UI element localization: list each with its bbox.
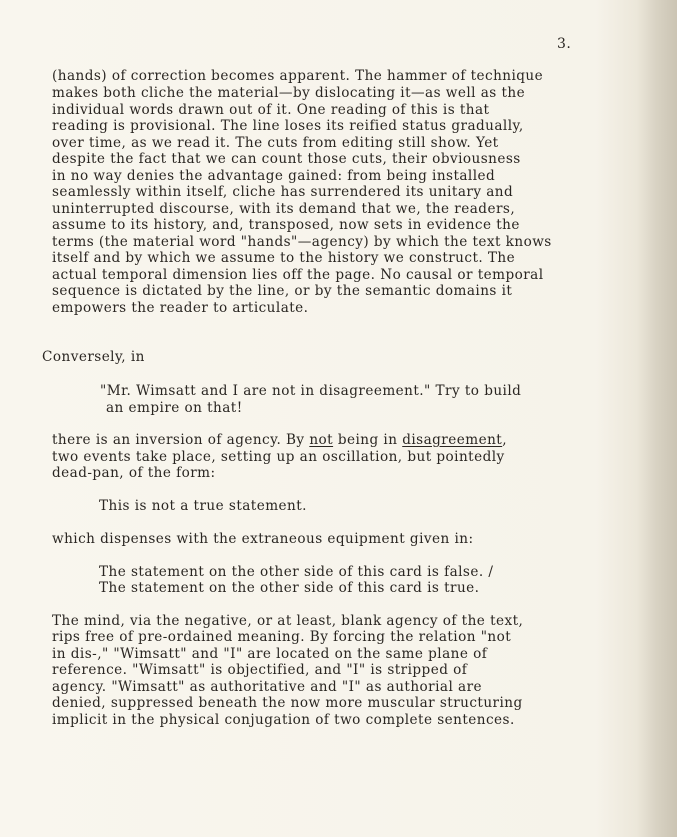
- paragraph-line: The mind, via the negative, or at least, blank agency of the text,: [52, 613, 524, 629]
- text-run: ,: [502, 432, 507, 448]
- underlined-word: not: [309, 432, 334, 448]
- statement-line: This is not a true statement.: [99, 498, 307, 514]
- text-run: being in: [333, 432, 403, 448]
- conversely-line: Conversely, in: [42, 349, 145, 365]
- paragraph-line: seamlessly within itself, cliche has surrendered its unitary and: [52, 184, 514, 200]
- paragraph-line: denied, suppressed beneath the now more muscular structuring: [52, 695, 523, 711]
- text-run: there is an inversion of agency. By: [52, 432, 310, 448]
- paragraph-line: assume to its history, and, transposed, now sets in evidence the: [52, 217, 520, 233]
- card-line: The statement on the other side of this card is true.: [99, 580, 480, 596]
- paragraph-line: over time, as we read it. The cuts from editing still show. Yet: [52, 135, 499, 151]
- paragraph-line: uninterrupted discourse, with its demand that we, the readers,: [52, 201, 516, 217]
- paragraph-line: in dis-," "Wimsatt" and "I" are located on the same plane of: [52, 646, 488, 662]
- paragraph-line: reference. "Wimsatt" is objectified, and "I" is stripped of: [52, 662, 468, 678]
- paragraph-line: sequence is dictated by the line, or by the semantic domains it: [52, 283, 513, 299]
- paragraph-line: reading is provisional. The line loses its reified status gradually,: [52, 118, 524, 134]
- page-number: 3.: [557, 36, 572, 52]
- quote-line: "Mr. Wimsatt and I are not in disagreement." Try to build: [100, 383, 522, 399]
- paragraph-line: implicit in the physical conjugation of two complete sentences.: [52, 712, 515, 728]
- dispenses-line: which dispenses with the extraneous equipment given in:: [52, 531, 474, 547]
- paragraph-line: two events take place, setting up an oscillation, but pointedly: [52, 449, 505, 465]
- paragraph-line: despite the fact that we can count those cuts, their obviousness: [52, 151, 521, 167]
- paragraph-line: individual words drawn out of it. One reading of this is that: [52, 102, 490, 118]
- paragraph-line: agency. "Wimsatt" as authoritative and "I" as authorial are: [52, 679, 483, 695]
- underlined-word: disagreement: [402, 432, 503, 448]
- paragraph-line: terms (the material word "hands"—agency) by which the text knows: [52, 234, 552, 250]
- paragraph-line: makes both cliche the material—by dislocating it—as well as the: [52, 85, 526, 101]
- paragraph-line: itself and by which we assume to the history we construct. The: [52, 250, 516, 266]
- paragraph-line: in no way denies the advantage gained: from being installed: [52, 168, 496, 184]
- paragraph-line: (hands) of correction becomes apparent. The hammer of technique: [52, 68, 544, 84]
- paragraph-line: rips free of pre-ordained meaning. By forcing the relation "not: [52, 629, 512, 645]
- paragraph-line: actual temporal dimension lies off the page. No causal or temporal: [52, 267, 544, 283]
- quote-line: an empire on that!: [106, 400, 243, 416]
- paragraph-line: empowers the reader to articulate.: [52, 300, 309, 316]
- card-line: The statement on the other side of this card is false. /: [99, 564, 494, 580]
- paragraph-line: [52, 432, 507, 449]
- paragraph-line: dead-pan, of the form:: [52, 465, 216, 481]
